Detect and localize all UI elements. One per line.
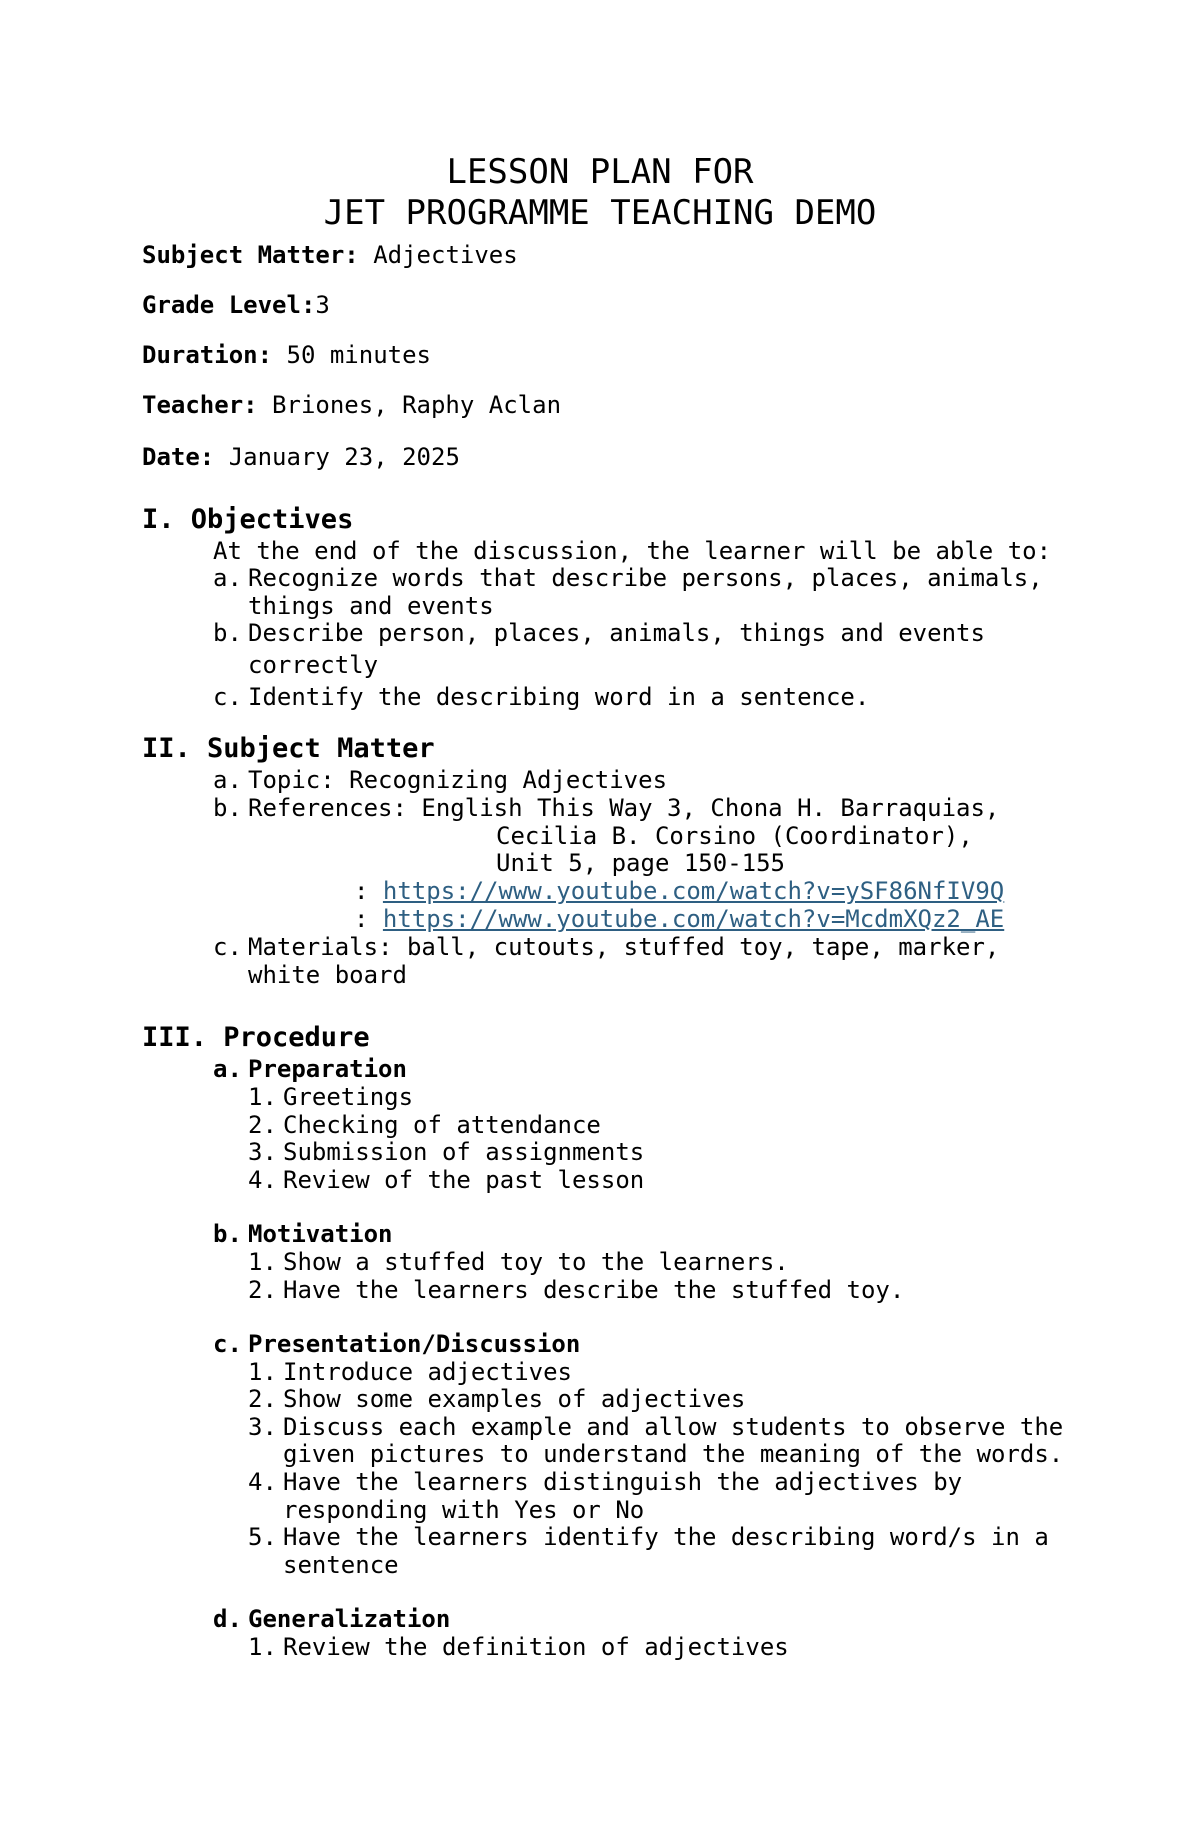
- step-number: 1.: [248, 1248, 277, 1276]
- youtube-link-1[interactable]: https://www.youtube.com/watch?v=ySF86NfIV9Q: [382, 877, 1005, 905]
- info-value: Briones, Raphy Aclan: [257, 391, 562, 419]
- list-marker: b.: [213, 619, 242, 647]
- info-value: Adjectives: [358, 241, 518, 269]
- step-text: Discuss each example and allow students to observe the: [283, 1413, 1064, 1441]
- step-number: 1.: [248, 1083, 277, 1111]
- step-text: responding with Yes or No: [283, 1496, 645, 1524]
- info-value: 50 minutes: [272, 341, 431, 369]
- references-line-3: Unit 5, page 150-155: [496, 849, 785, 877]
- info-subject-matter: [142, 241, 518, 269]
- references-line-1: References: English This Way 3, Chona H. Barraquias,: [248, 794, 1000, 822]
- step-text: Review the definition of adjectives: [283, 1633, 789, 1661]
- procedure-marker: a.: [213, 1055, 242, 1083]
- step-text: Have the learners identify the describing word/s in a: [283, 1523, 1049, 1551]
- procedure-title-presentation: Presentation/Discussion: [248, 1330, 581, 1358]
- step-text: Show a stuffed toy to the learners.: [283, 1248, 789, 1276]
- info-label: Duration:: [142, 341, 273, 369]
- step-text: Submission of assignments: [283, 1138, 645, 1166]
- info-value: January 23, 2025: [214, 443, 460, 471]
- topic-text: Topic: Recognizing Adjectives: [248, 766, 668, 794]
- youtube-link-2[interactable]: https://www.youtube.com/watch?v=McdmXQz2_AE: [382, 905, 1005, 933]
- procedure-marker: b.: [213, 1220, 242, 1248]
- objective-item-c-line-1: Identify the describing word in a sentence.: [248, 683, 870, 711]
- step-number: 1.: [248, 1358, 277, 1386]
- step-text: Review of the past lesson: [283, 1166, 645, 1194]
- step-text: Have the learners distinguish the adjectives by: [283, 1468, 963, 1496]
- section-heading-objectives: I. Objectives: [142, 504, 354, 535]
- step-text: given pictures to understand the meaning of the words.: [283, 1440, 1064, 1468]
- step-number: 1.: [248, 1633, 277, 1661]
- procedure-title-generalization: Generalization: [248, 1605, 451, 1633]
- reference-link-row-1: [354, 877, 1004, 905]
- objectives-intro: At the end of the discussion, the learner will be able to:: [213, 537, 1052, 565]
- procedure-marker: d.: [213, 1605, 242, 1633]
- link-prefix: :: [354, 877, 383, 905]
- objective-item-a-line-1: Recognize words that describe persons, places, animals,: [248, 564, 1043, 592]
- step-number: 4.: [248, 1468, 277, 1496]
- objective-item-a-line-2: things and events: [248, 592, 494, 620]
- step-number: 2.: [248, 1276, 277, 1304]
- references-line-2: Cecilia B. Corsino (Coordinator),: [496, 822, 973, 850]
- materials-line-1: Materials: ball, cutouts, stuffed toy, tape, marker,: [248, 933, 1000, 961]
- step-text: Introduce adjectives: [283, 1358, 572, 1386]
- procedure-marker: c.: [213, 1330, 242, 1358]
- info-grade-level: [142, 291, 330, 319]
- section-heading-procedure: III. Procedure: [142, 1022, 370, 1053]
- procedure-title-motivation: Motivation: [248, 1220, 393, 1248]
- step-text: Have the learners describe the stuffed toy.: [283, 1276, 905, 1304]
- step-text: Greetings: [283, 1083, 414, 1111]
- info-label: Date:: [142, 443, 215, 471]
- step-number: 5.: [248, 1523, 277, 1551]
- info-duration: [142, 341, 431, 369]
- objective-item-b-line-1: Describe person, places, animals, things and events: [248, 619, 985, 647]
- document-title-line-1: LESSON PLAN FOR: [446, 152, 754, 192]
- list-marker: b.: [213, 794, 242, 822]
- list-marker: a.: [213, 766, 242, 794]
- procedure-title-preparation: Preparation: [248, 1055, 407, 1083]
- step-text: sentence: [283, 1551, 399, 1579]
- step-number: 3.: [248, 1413, 277, 1441]
- info-value: 3: [315, 291, 330, 319]
- materials-line-2: white board: [248, 961, 407, 989]
- info-date: [142, 443, 460, 471]
- list-marker: a.: [213, 564, 242, 592]
- step-number: 3.: [248, 1138, 277, 1166]
- step-text: Checking of attendance: [283, 1111, 601, 1139]
- link-prefix: :: [354, 905, 383, 933]
- list-marker: c.: [213, 683, 242, 711]
- step-number: 2.: [248, 1385, 277, 1413]
- document-title-line-2: JET PROGRAMME TEACHING DEMO: [323, 193, 877, 233]
- step-number: 4.: [248, 1166, 277, 1194]
- reference-link-row-2: [354, 905, 1004, 933]
- section-heading-subject-matter: II. Subject Matter: [142, 733, 435, 764]
- info-label: Teacher:: [142, 391, 258, 419]
- step-text: Show some examples of adjectives: [283, 1385, 746, 1413]
- objective-item-b-line-2: correctly: [248, 651, 379, 679]
- info-label: Grade Level:: [142, 291, 316, 319]
- info-teacher: [142, 391, 561, 419]
- list-marker: c.: [213, 933, 242, 961]
- step-number: 2.: [248, 1111, 277, 1139]
- info-label: Subject Matter:: [142, 241, 359, 269]
